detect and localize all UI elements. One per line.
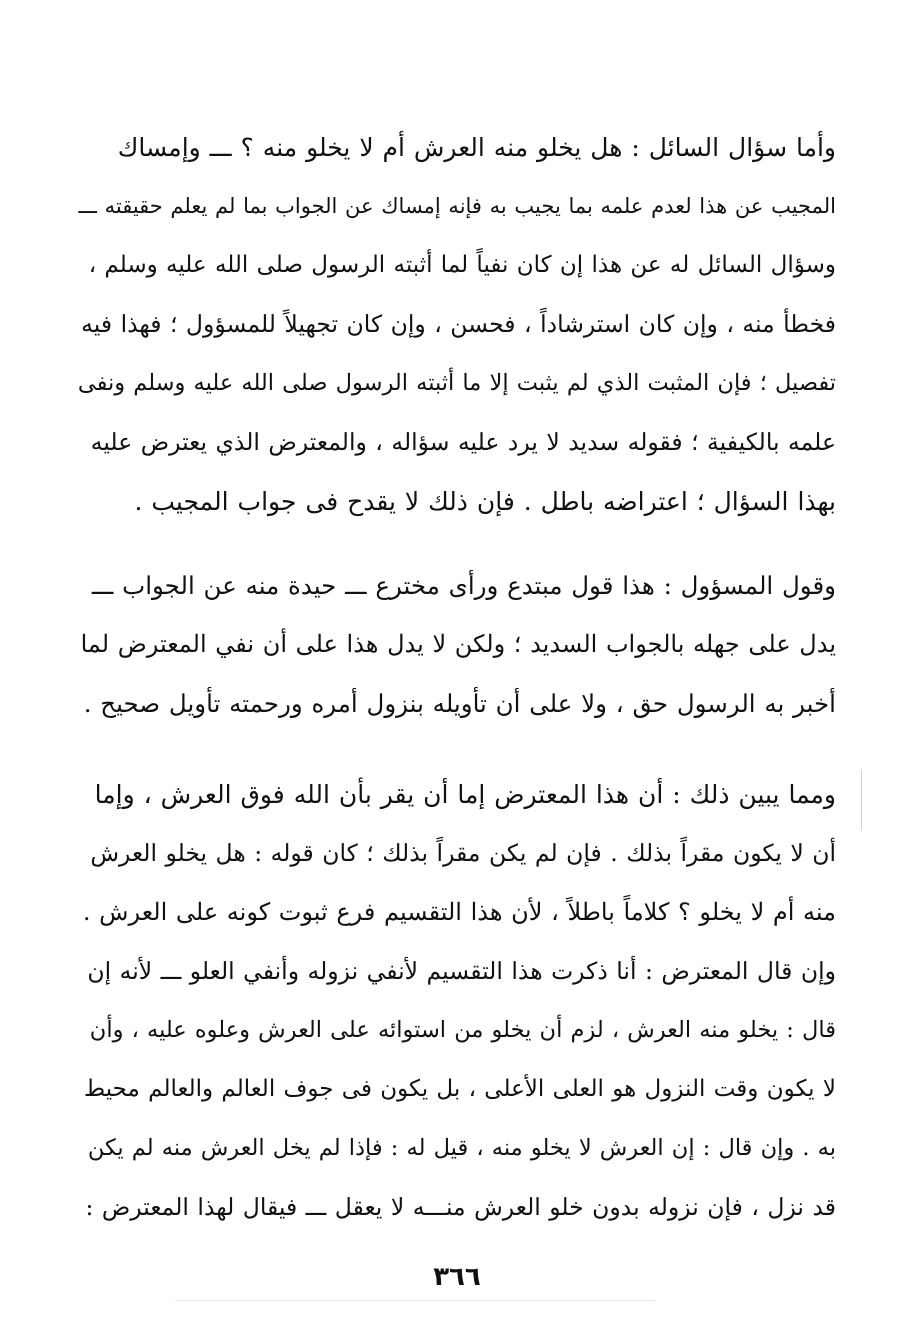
text-line: فخطأ منه ، وإن كان استرشاداً ، فحسن ، وإن كان تجهيلاً للمسؤول ؛ فهذا فيه <box>81 310 836 338</box>
text-line: أخبر به الرسول حق ، ولا على أن تأويله بنزول أمره ورحمته تأويل صحيح . <box>83 689 836 718</box>
text-line: تفصيل ؛ فإن المثبت الذي لم يثبت إلا ما أثبته الرسول صلى الله عليه وسلم ونفى <box>78 370 836 396</box>
text-line: وسؤال السائل له عن هذا إن كان نفياً لما أثبته الرسول صلى الله عليه وسلم ، <box>88 252 836 278</box>
scan-bottom-mark <box>175 1300 655 1301</box>
scan-edge-mark <box>861 770 862 830</box>
text-line: وقول المسؤول : هذا قول مبتدع ورأى مخترع ـــ حيدة منه عن الجواب ـــ <box>91 571 836 600</box>
text-line: منه أم لا يخلو ؟ كلاماً باطلاً ، لأن هذا التقسيم فرع ثبوت كونه على العرش . <box>82 898 836 926</box>
text-line: قال : يخلو منه العرش ، لزم أن يخلو من استوائه على العرش وعلوه عليه ، وأن <box>89 1017 836 1043</box>
paragraph-question-of-asker <box>78 118 836 531</box>
text-line: به . وإن قال : إن العرش لا يخلو منه ، قيل له : فإذا لم يخل العرش منه لم يكن <box>87 1135 836 1161</box>
page-number: ٣٦٦ <box>433 1262 481 1292</box>
text-line: المجيب عن هذا لعدم علمه بما يجيب به فإنه إمساك عن الجواب بما لم يعلم حقيقته ـــ <box>78 194 836 218</box>
paragraph-clarification <box>78 765 836 1237</box>
text-line: قد نزل ، فإن نزوله بدون خلو العرش منـــه لا يعقل ـــ فيقال لهذا المعترض : <box>85 1193 836 1221</box>
text-line: بهذا السؤال ؛ اعتراضه باطل . فإن ذلك لا يقدح فى جواب المجيب . <box>134 487 836 516</box>
text-line: علمه بالكيفية ؛ فقوله سديد لا يرد عليه سؤاله ، والمعترض الذي يعترض عليه <box>90 428 836 456</box>
text-line: ومما يبين ذلك : أن هذا المعترض إما أن يقر بأن الله فوق العرش ، وإما <box>94 780 836 809</box>
paragraph-answer-of-responder <box>78 556 836 733</box>
text-line: أن لا يكون مقراً بذلك . فإن لم يكن مقراً بذلك ؛ كان قوله : هل يخلو العرش <box>90 839 836 867</box>
text-line: يدل على جهله بالجواب السديد ؛ ولكن لا يدل هذا على أن نفي المعترض لما <box>80 630 836 658</box>
text-line: وأما سؤال السائل : هل يخلو منه العرش أم لا يخلو منه ؟ ـــ وإمساك <box>117 133 836 162</box>
text-line: لا يكون وقت النزول هو العلى الأعلى ، بل يكون فى جوف العالم والعالم محيط <box>83 1076 836 1102</box>
text-line: وإن قال المعترض : أنا ذكرت هذا التقسيم لأنفي نزوله وأنفي العلو ـــ لأنه إن <box>87 957 836 985</box>
